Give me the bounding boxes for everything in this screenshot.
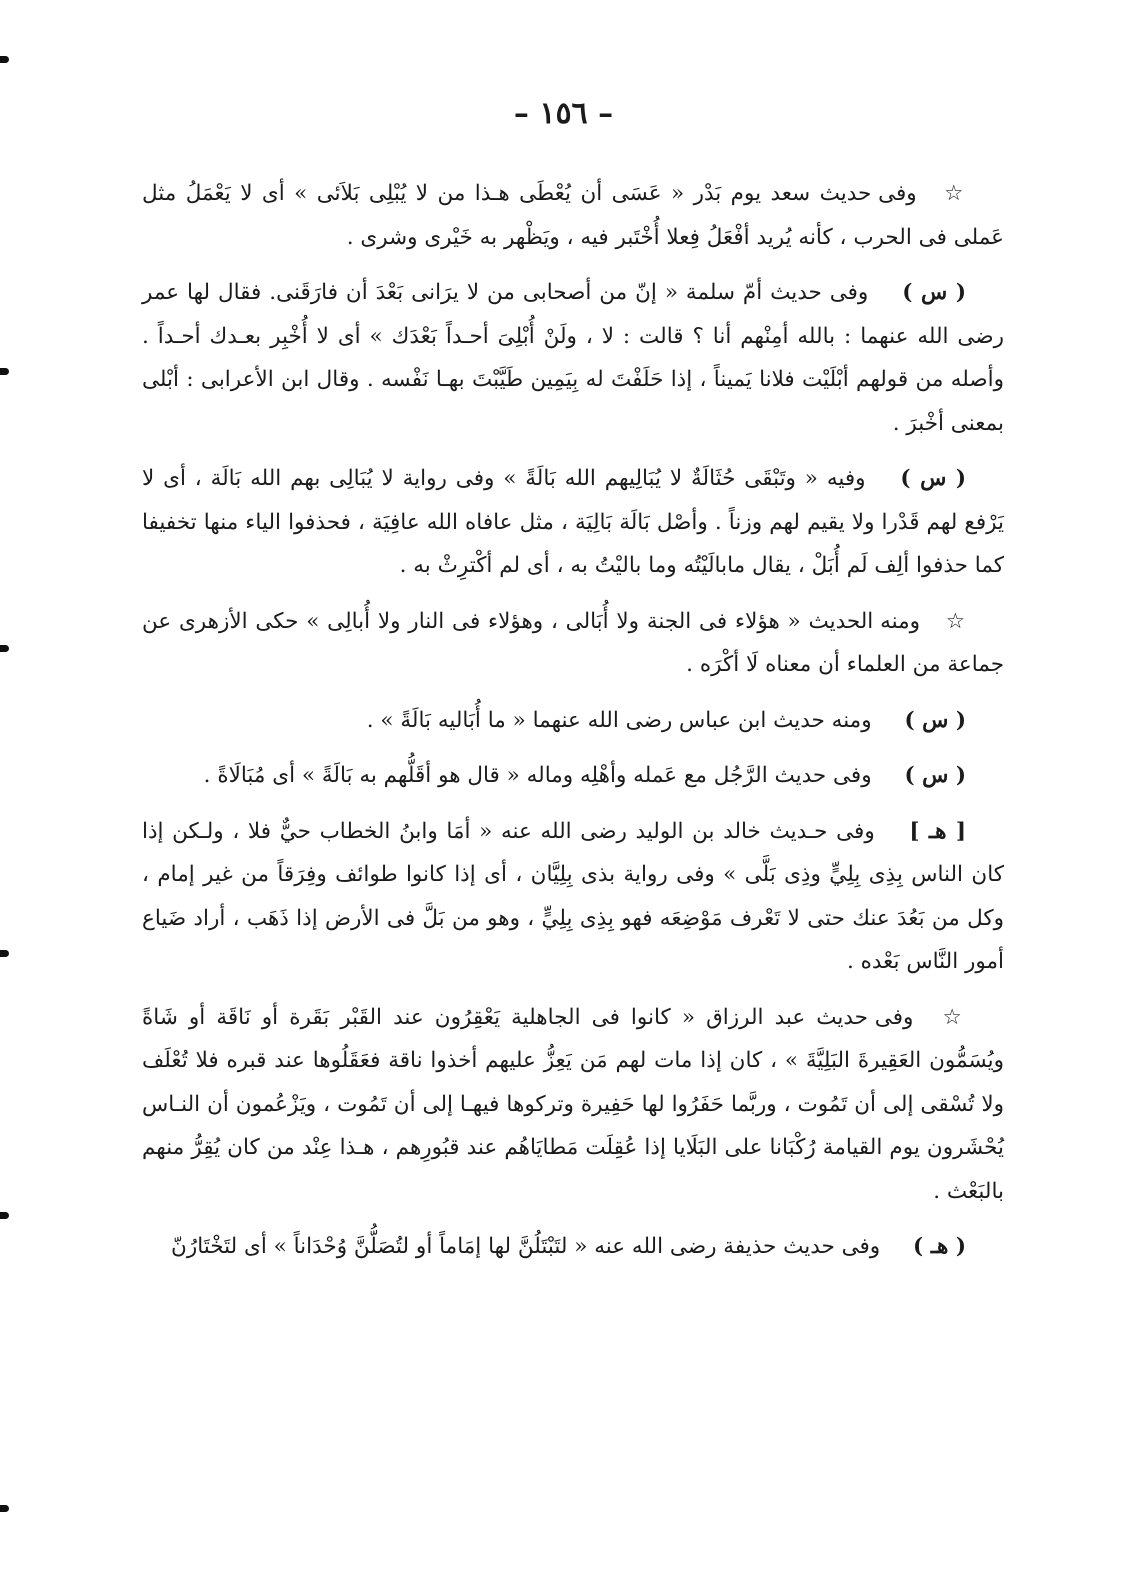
entry-text: وفى حديث سعد يوم بَدْر « عَسَى أن يُعْطَى هـذا من لا يُبْلِى بَلاَئى » أى لا يَعْمَلُ مثل عَملى فى الحرب ، كأنه يُريد أفْعَلُ فِعلا أُخْتَبر فيه ، ويَظْهر به خَيْرى وشرى . [142, 181, 1004, 250]
entry-text: ومنه الحديث « هؤلاء فى الجنة ولا أُبَالى ، وهؤلاء فى النار ولا أُبالِى » حكى الأزهرى عن جماعة من العلماء أن معناه لَا أكْرَه . [142, 608, 1004, 677]
entry-paragraph [142, 457, 1004, 588]
entry-marker: ( س ) [900, 466, 966, 491]
scan-edge-mark [0, 950, 9, 957]
entry-paragraph [142, 271, 1004, 445]
entry-marker: ( هـ ) [913, 1234, 966, 1259]
page-body [142, 172, 1004, 1281]
entry-paragraph [142, 996, 1004, 1214]
entry-marker: [ هـ ] [909, 818, 967, 844]
entry-marker: ( س ) [902, 280, 966, 305]
entry-text: وفى حديث عبد الرزاق « كانوا فى الجاهلية يَعْقِرُون عند القَبْر بَقَرة أو نَاقَة أو شَاةً ويُسَمُّون العَقِيرةَ البَلِيَّةَ » ، كان إذا مات لهم مَن يَعِزُّ عليهم أخذوا ناقة فعَقَلُوها عند قبره فلا تُعْلَف ولا تُسْقى إلى أن تَمُوت ، وربَّما حَفَرُوا لها حَفِيرة وتركوها فيهـا إلى أن تَمُوت ، ويَزْعُمون أن النـاس يُحْشَرون يوم القيامة رُكْبَانا على البَلَايا إذا عُقِلَت مَطايَاهُم عند قبُورِهم ، هـذا عِنْد من كان يُقِرُّ منهم بالبَعْث . [142, 1004, 1004, 1204]
entry-paragraph [142, 600, 1004, 687]
entry-text: وفى حـديث خالد بن الوليد رضى الله عنه « أمَا وابنُ الخطاب حيٌّ فلا ، ولـكن إذا كان الناس بِذِى بِلِيٍّ وذِى بَلَّى » وفى رواية بذى بِلِيَّان ، أى إذا كانوا طوائف وفِرَقاً من غير إمام ، وكل من بَعُدَ عنك حتى لا تَعْرف مَوْضِعَه فهو بِذِى بِلِيٍّ ، وهو من بَلَّ فى الأرض إذا ذَهَب ، أراد ضَياع أمور النَّاس بَعْده . [142, 818, 1004, 974]
entry-text: وفى حديث الرَّجُل مع عَمله وأهْلِه وماله « قال هو أقَلُّهم به بَالَةً » أى مُبَالَاةً . [203, 763, 872, 788]
page-number: – ١٥٦ – [513, 96, 614, 131]
scan-edge-mark [0, 368, 9, 375]
entry-marker: ( س ) [904, 763, 966, 788]
entry-paragraph [142, 699, 1004, 743]
entry-marker: ☆ [942, 1004, 967, 1030]
scan-edge-mark [0, 1505, 9, 1512]
entry-text: وفى حديث حذيفة رضى الله عنه « لتَبْتَلُنَّ لها إمَاماً أو لتُصَلُّنَّ وُحْدَاناً » أى لتَخْتَارُنّ [171, 1234, 881, 1259]
scan-edge-mark [0, 645, 9, 652]
scan-edge-mark [0, 1212, 9, 1219]
entry-text: وفى حديث أمّ سلمة « إنّ من أصحابى من لا يرَانى بَعْدَ أن فارَقَنى. فقال لها عمر رضى الله عنهما : بالله أمِنْهم أنا ؟ قالت : لا ، ولَنْ أُبْلِىَ أحـداً بَعْدَك » أى لا أُخْبِر بعـدك أحـداً . وأصله من قولهم أبْلَيْت فلانا يَميناً ، إذا حَلَفْتَ له بِيَمِين طَيَّبْتَ بهـا نَفْسه . وقال ابن الأعرابى : أبْلى بمعنى أخْبرَ . [142, 280, 1004, 436]
entry-marker: ☆ [945, 608, 967, 634]
entry-marker: ☆ [944, 181, 966, 206]
entry-text: وفيه « وتَبْقَى حُثَالَةٌ لا يُبَالِيهم الله بَالَةً » وفى رواية لا يُبَالِى بهم الله بَالَة ، أى لا يَرْفع لهم قَدْرا ولا يقيم لهم وزناً . وأصْل بَالَة بَالِيَة ، مثل عافاه الله عافِيَة ، فحذفوا الياء منها تخفيفا كما حذفوا ألِف لَم أُبَلْ ، يقال مابالَيْتُه وما باليْتُ به ، أى لم أكْترِثْ به . [142, 466, 1004, 578]
scan-edge-mark [0, 56, 9, 63]
entry-marker: ( س ) [904, 707, 966, 733]
entry-paragraph [142, 172, 1004, 259]
entry-paragraph [142, 754, 1004, 798]
entry-text: ومنه حديث ابن عباس رضى الله عنهما « ما أُبَاليه بَالَةً » . [366, 707, 872, 733]
entry-paragraph [142, 1225, 1004, 1269]
entry-paragraph [142, 810, 1004, 984]
